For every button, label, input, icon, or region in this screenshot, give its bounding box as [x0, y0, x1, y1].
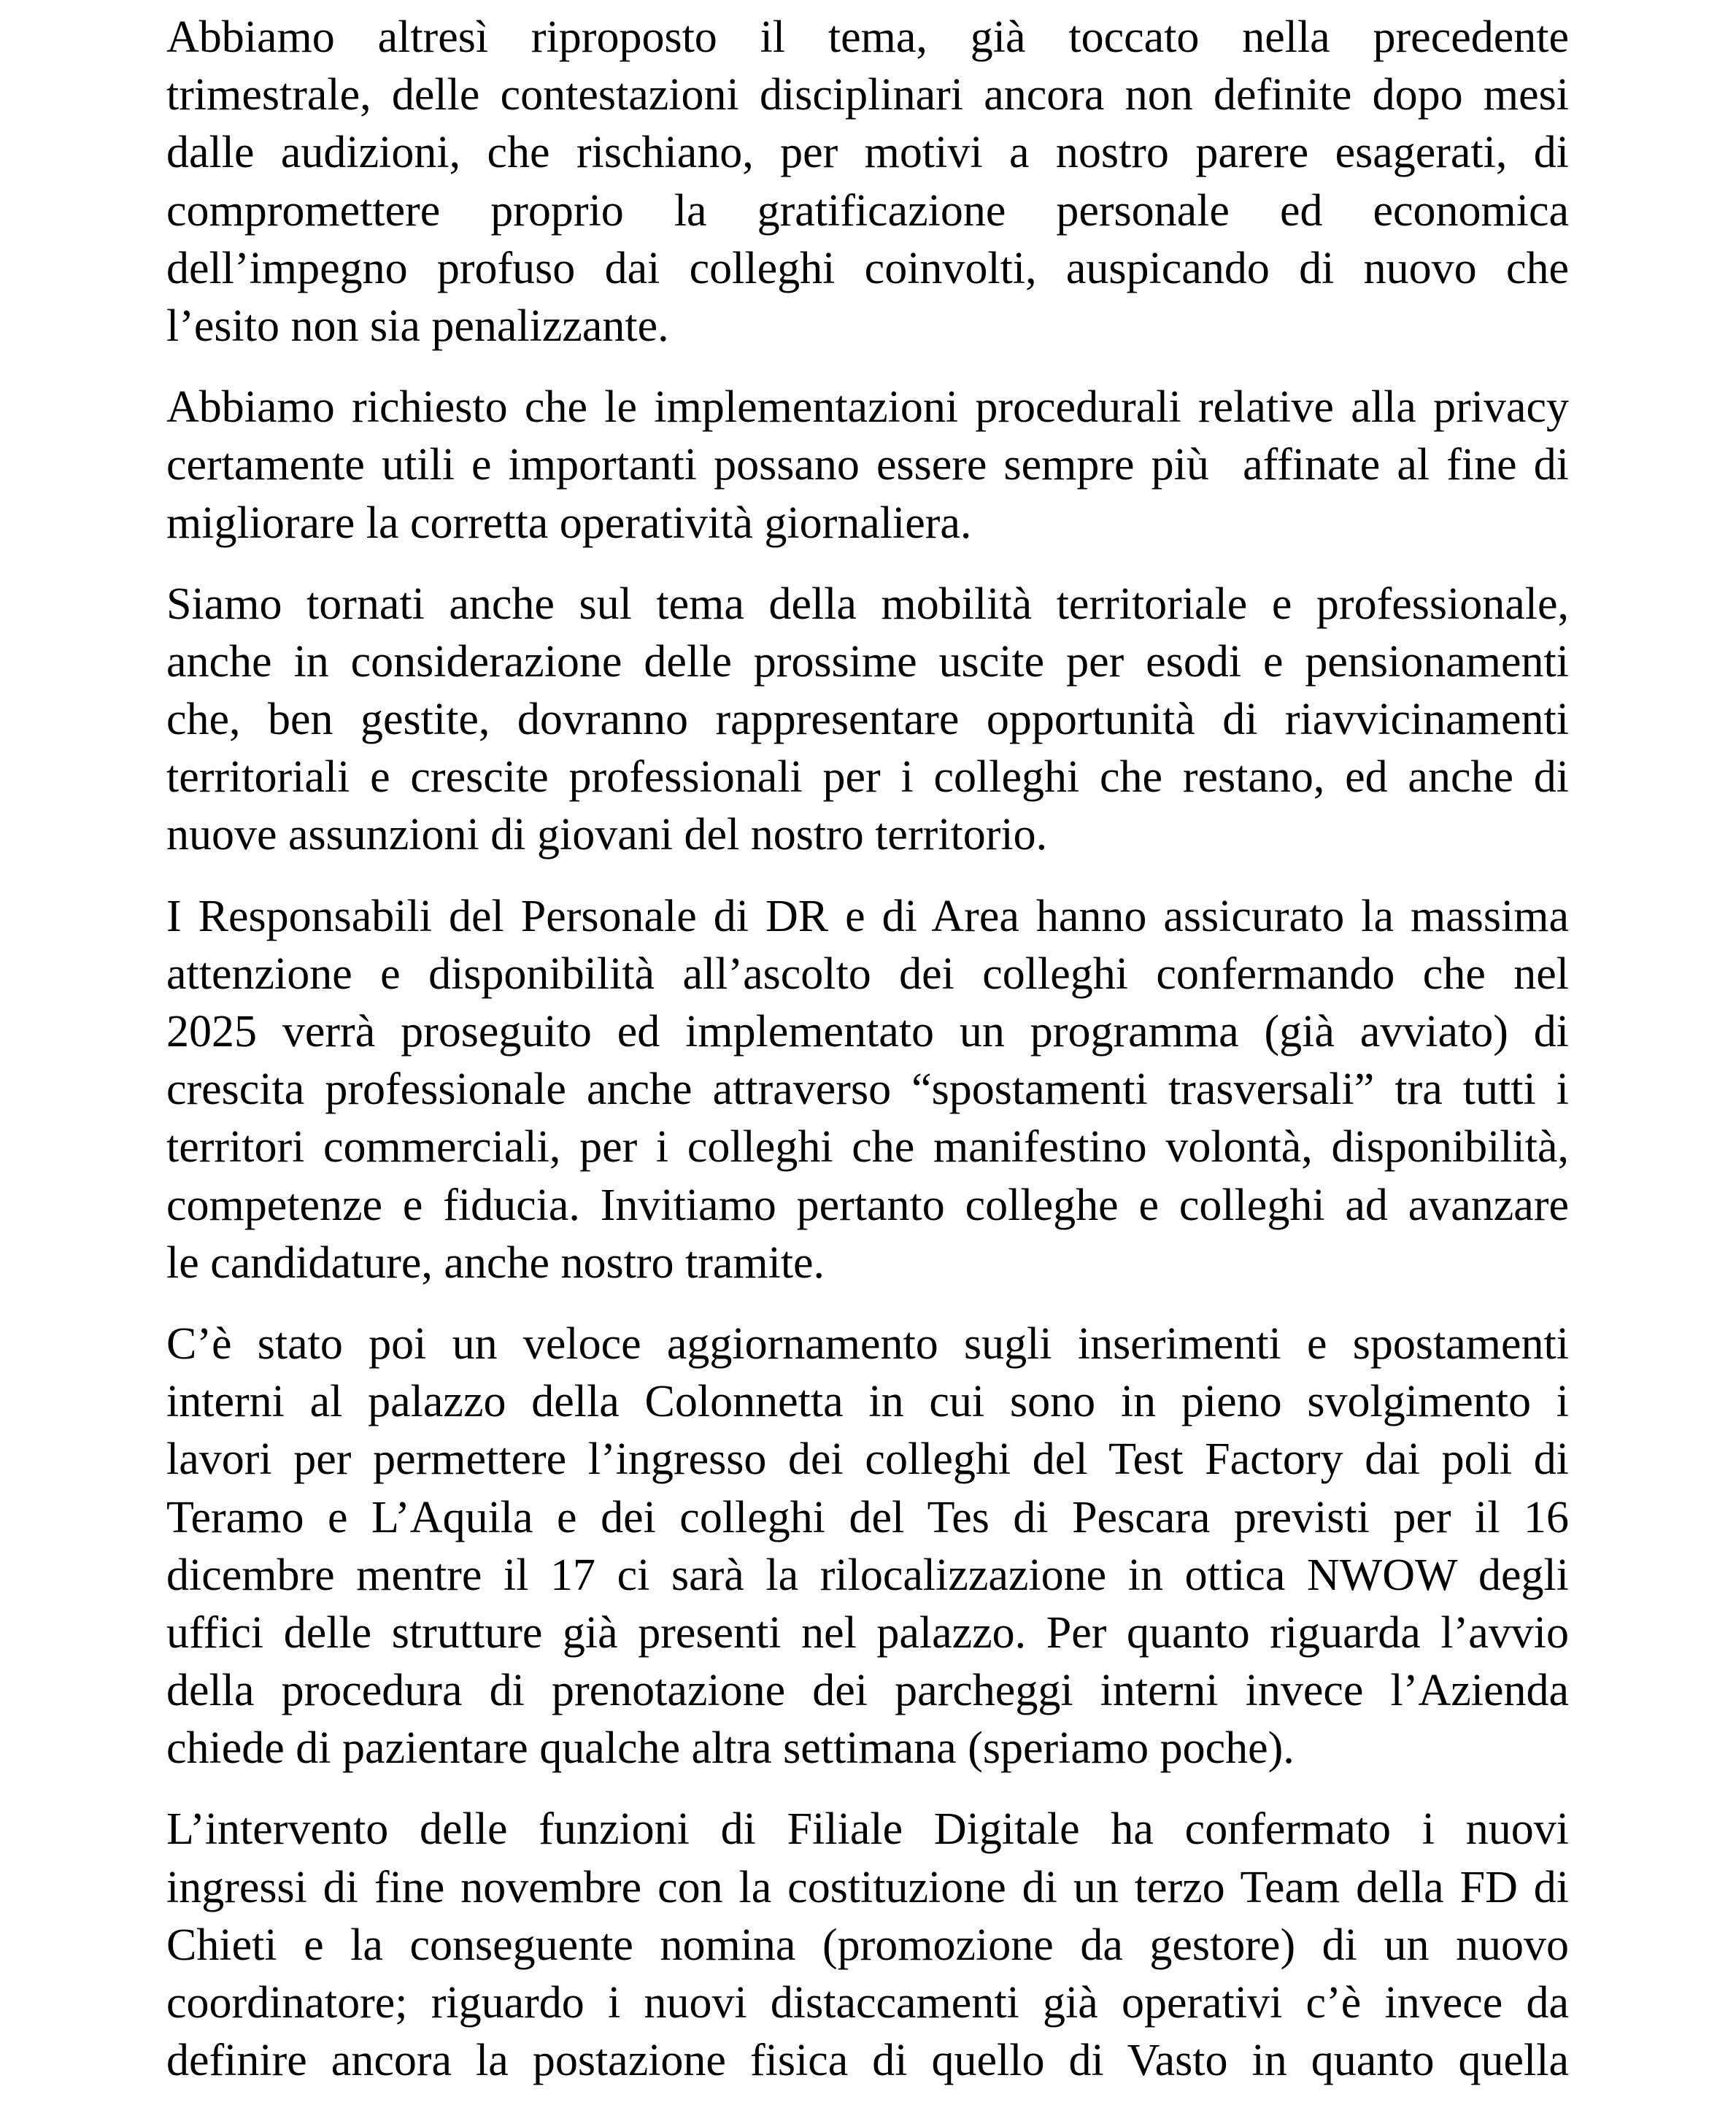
text-line: Siamo tornati anche sul tema della mobilità territoriale e professionale,: [166, 579, 1569, 629]
text-line: anche in considerazione delle prossime uscite per esodi e pensionamenti: [166, 636, 1569, 687]
text-line: 2025 verrà proseguito ed implementato un programma (già avviato) di: [166, 1007, 1569, 1056]
text-line: trimestrale, delle contestazioni disciplinari ancora non definite dopo mesi: [166, 70, 1569, 120]
text-line: territoriali e crescite professionali per i colleghi che restano, ed anche di: [166, 752, 1569, 803]
text-line: Chieti e la conseguente nomina (promozione da gestore) di un nuovo: [166, 1920, 1569, 1970]
paragraph-mobility: [166, 576, 1569, 865]
paragraph-digital-branch: [166, 1801, 1569, 2090]
text-line: definire ancora la postazione fisica di quello di Vasto in quanto quella: [166, 2036, 1569, 2086]
paragraph-disciplinary: [166, 9, 1569, 355]
text-line: dell’impegno profuso dai colleghi coinvolti, auspicando di nuovo che: [166, 243, 1569, 293]
text-line: competenze e fiducia. Invitiamo pertanto colleghe e colleghi ad avanzare: [166, 1180, 1569, 1230]
paragraph-colonnetta: [166, 1316, 1569, 1778]
text-line: C’è stato poi un veloce aggiornamento sugli inserimenti e spostamenti: [166, 1318, 1569, 1369]
text-line: dicembre mentre il 17 ci sarà la rilocalizzazione in ottica NWOW degli: [166, 1550, 1569, 1600]
text-line: attenzione e disponibilità all’ascolto dei colleghi confermando che nel: [166, 949, 1569, 999]
text-line: certamente utili e importanti possano essere sempre più affinate al fine di: [166, 440, 1569, 490]
document-body: [166, 9, 1569, 2113]
text-line: che, ben gestite, dovranno rappresentare opportunità di riavvicinamenti: [166, 695, 1569, 745]
text-line: I Responsabili del Personale di DR e di Area hanno assicurato la massima: [166, 891, 1569, 941]
text-line: Abbiamo richiesto che le implementazioni procedurali relative alla privacy: [166, 382, 1569, 433]
text-line: L’intervento delle funzioni di Filiale Digitale ha confermato i nuovi: [166, 1804, 1569, 1855]
text-line: Abbiamo altresì riproposto il tema, già toccato nella precedente: [166, 12, 1569, 62]
text-line: dalle audizioni, che rischiano, per motivi a nostro parere esagerati, di: [166, 128, 1569, 178]
text-line: ingressi di fine novembre con la costituzione di un terzo Team della FD di: [166, 1862, 1569, 1912]
paragraph-hr-managers: [166, 888, 1569, 1292]
text-line: compromettere proprio la gratificazione personale ed economica: [166, 185, 1569, 236]
text-line: crescita professionale anche attraverso “spostamenti trasversali” tra tutti i: [166, 1065, 1569, 1115]
text-line: territori commerciali, per i colleghi che manifestino volontà, disponibilità,: [166, 1122, 1569, 1173]
text-line: uffici delle strutture già presenti nel palazzo. Per quanto riguarda l’avvio: [166, 1607, 1569, 1658]
text-line: coordinatore; riguardo i nuovi distaccamenti già operativi c’è invece da: [166, 1978, 1569, 2028]
text-line: le candidature, anche nostro tramite.: [166, 1237, 825, 1288]
text-line: nuove assunzioni di giovani del nostro territorio.: [166, 810, 1048, 860]
text-line: della procedura di prenotazione dei parcheggi interni invece l’Azienda: [166, 1666, 1569, 1716]
text-line: migliorare la corretta operatività giornaliera.: [166, 498, 972, 548]
text-line: interni al palazzo della Colonnetta in cui sono in pieno svolgimento i: [166, 1377, 1569, 1427]
text-line: Teramo e L’Aquila e dei colleghi del Tes di Pescara previsti per il 16: [166, 1492, 1569, 1542]
paragraph-privacy: [166, 379, 1569, 552]
text-line: chiede di pazientare qualche altra settimana (speriamo poche).: [166, 1723, 1295, 1774]
text-line: lavori per permettere l’ingresso dei colleghi del Test Factory dai poli di: [166, 1434, 1569, 1485]
text-line: l’esito non sia penalizzante.: [166, 301, 669, 351]
